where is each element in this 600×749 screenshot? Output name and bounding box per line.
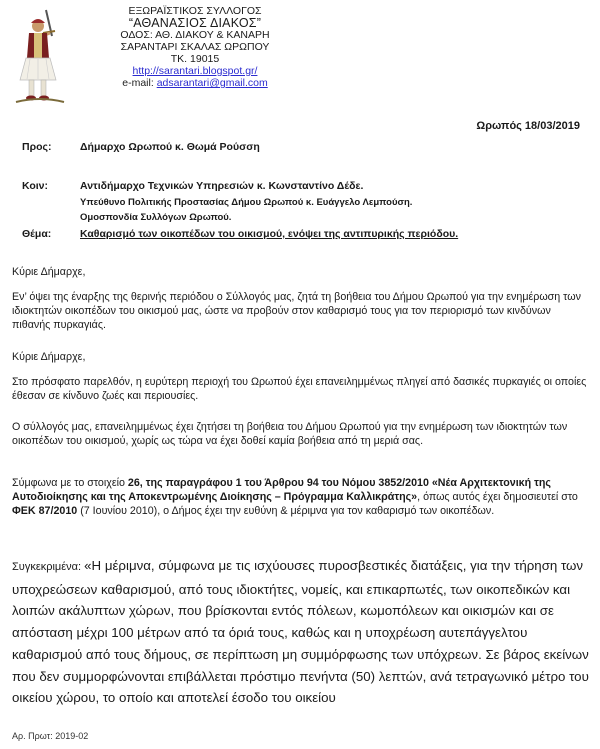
website-link[interactable]: http://sarantari.blogspot.gr/ (132, 65, 258, 77)
cc-label: Κοιν: (22, 180, 49, 192)
subject-value: Καθαρισμό των οικοπέδων του οικισμού, ενόψει της αντιπυρικής περιόδου. (80, 228, 459, 240)
paragraph-2-text: Στο πρόσφατο παρελθόν, η ευρύτερη περιοχή του Ωρωπού έχει επανειλημμένως πληγεί από δασικές πυρκαγιές οι οποίες έθεσαν σε κίνδυνο ζωές και περιουσίες. (12, 376, 587, 402)
to-label: Προς: (22, 141, 52, 153)
cc-recipient-3: Ομοσπονδία Συλλόγων Ωρωπού. (80, 212, 232, 223)
paragraph-4-mid: , όπως αυτός έχει δημοσιευτεί στο (417, 491, 578, 503)
association-postcode: ΤΚ. 19015 (170, 53, 220, 65)
to-value: Δήμαρχο Ωρωπού κ. Θωμά Ρούσση (80, 141, 260, 153)
paragraph-4-intro: Σύμφωνα με το στοιχείο (12, 477, 128, 489)
paragraph-1 (12, 290, 590, 332)
email-label: e-mail: (122, 77, 154, 89)
quote-text: «Η μέριμνα, σύμφωνα με τις ισχύουσες πυροσβεστικές διατάξεις, για την τήρηση των υποχρεώσεων καθαρισμού, από τους ιδιοκτήτες, νομείς, και επικαρπωτές, των οικοπεδικών και λοιπών ακάλυπτων χώρων, που βρίσκονται εντός πόλεων, κωμοπόλεων και οικισμών και σε απόσταση μέχρι 100 μέτρων από τα όριά τους, καθώς και η υποχρέωση αυτεπάγγελτου καθαρισμού από τους δήμους, σε περίπτωση μη συμμόρφωσης των υπόχρεων. Σε βάρος εκείνων που δεν συμμορφώνονται επιβάλλεται πρόστιμο πενήντα (50) λεπτών, ανά τετραγωνικό μέτρο του οικείου χώρου, το οποίο και αποτελεί έσοδο του οικείου (12, 558, 589, 706)
paragraph-3-text: Ο σύλλογός μας, επανειλημμένως έχει ζητήσει τη βοήθεια του Δήμου Ωρωπού για την ενημέρωση των ιδιοκτητών των οικοπέδων του οικισμού, χωρίς ως τώρα να έχει δοθεί καμία βοήθεια από τη μεριά σας. (12, 421, 568, 447)
letter-date: Ωρωπός 18/03/2019 (476, 120, 580, 132)
cc-recipient-2: Υπεύθυνο Πολιτικής Προστασίας Δήμου Ωρωπού κ. Ευάγγελο Λεμπούση. (80, 197, 413, 208)
cc-recipient-1: Αντιδήμαρχο Τεχνικών Υπηρεσιών κ. Κωνσταντίνο Δέδε. (80, 180, 364, 192)
paragraph-3 (12, 420, 590, 448)
association-address: ΟΔΟΣ: ΑΘ. ΔΙΑΚΟΥ & ΚΑΝΑΡΗ (120, 29, 270, 41)
email-line (60, 77, 330, 89)
email-link[interactable]: adsarantari@gmail.com (156, 77, 268, 89)
paragraph-4 (12, 476, 590, 518)
paragraph-4-end: (7 Ιουνίου 2010), ο Δήμος έχει την ευθύνη & μέριμνα για τον καθαρισμό των οικοπέδων. (77, 505, 495, 517)
greeting-1: Κύριε Δήμαρχε, (12, 266, 86, 278)
gazette-reference: ΦΕΚ 87/2010 (12, 505, 78, 517)
association-area: ΣΑΡΑΝΤΑΡΙ ΣΚΑΛΑΣ ΩΡΩΠΟΥ (120, 41, 270, 53)
law-reference: 26, της παραγράφου 1 του Άρθρου 94 του Νόμου 3852/2010 «Νέα Αρχιτεκτονική της Αυτοδιοίκησης και της Αποκεντρωμένης Διοίκησης – Πρόγραμμα Καλλικράτης» (12, 477, 551, 503)
quote-lead: Συγκεκριμένα: (12, 561, 85, 573)
subject-label: Θέμα: (22, 228, 52, 240)
paragraph-1-text: Εν’ όψει της έναρξης της θερινής περιόδου ο Σύλλογός μας, ζητά τη βοήθεια του Δήμου Ωρωπού για την ενημέρωση των ιδιοκτητών οικοπέδων του οικισμού μας, ώστε να προβούν στον καθαρισμό τους για τον περιορισμό των κινδύνων πιθανής πυρκαγιάς. (12, 291, 581, 331)
paragraph-2 (12, 375, 590, 403)
letterhead (60, 5, 330, 89)
protocol-number: Αρ. Πρωτ: 2019-02 (12, 731, 89, 741)
paragraph-4-text (12, 476, 590, 518)
law-quote (12, 555, 590, 709)
greeting-2: Κύριε Δήμαρχε, (12, 351, 86, 363)
association-type: ΕΞΩΡΑΪΣΤΙΚΟΣ ΣΥΛΛΟΓΟΣ (128, 5, 262, 17)
association-name: “ΑΘΑΝΑΣΙΟΣ ΔΙΑΚΟΣ” (128, 16, 262, 30)
